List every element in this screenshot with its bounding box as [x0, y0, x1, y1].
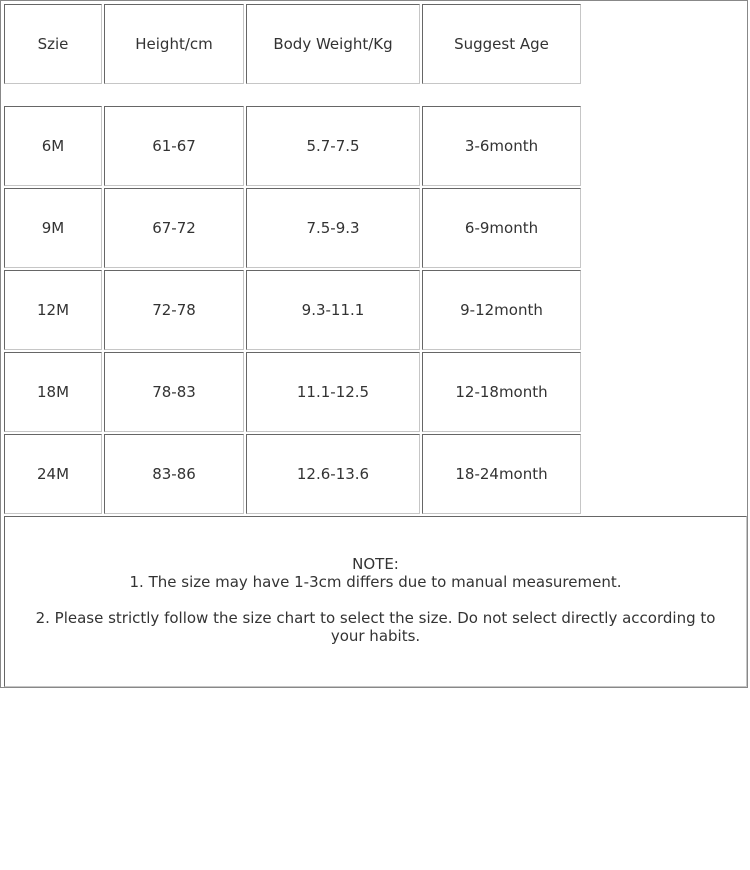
table-cell-weight: 11.1-12.5: [246, 352, 420, 432]
table-cell-weight: 12.6-13.6: [246, 434, 420, 514]
table-cell-size: 24M: [4, 434, 102, 514]
table-cell-height: 78-83: [104, 352, 244, 432]
note-line-2: 2. Please strictly follow the size chart to select the size. Do not select directly according to your habits.: [35, 609, 716, 645]
header-weight: Body Weight/Kg: [246, 4, 420, 84]
size-note: [4, 516, 747, 687]
table-cell-weight: 9.3-11.1: [246, 270, 420, 350]
table-cell-weight: 5.7-7.5: [246, 106, 420, 186]
header-height: Height/cm: [104, 4, 244, 84]
table-cell-age: 3-6month: [422, 106, 581, 186]
table-cell-weight: 7.5-9.3: [246, 188, 420, 268]
table-cell-age: 6-9month: [422, 188, 581, 268]
table-cell-size: 6M: [4, 106, 102, 186]
table-cell-size: 18M: [4, 352, 102, 432]
note-line-1: 1. The size may have 1-3cm differs due to manual measurement.: [129, 573, 622, 591]
table-cell-height: 67-72: [104, 188, 244, 268]
table-cell-height: 61-67: [104, 106, 244, 186]
note-spacer: [21, 591, 730, 609]
table-cell-size: 9M: [4, 188, 102, 268]
table-cell-age: 9-12month: [422, 270, 581, 350]
table-cell-height: 83-86: [104, 434, 244, 514]
header-age: Suggest Age: [422, 4, 581, 84]
table-cell-age: 18-24month: [422, 434, 581, 514]
header-size: Szie: [4, 4, 102, 84]
table-cell-age: 12-18month: [422, 352, 581, 432]
table-cell-size: 12M: [4, 270, 102, 350]
note-heading: NOTE:: [352, 555, 399, 573]
table-cell-height: 72-78: [104, 270, 244, 350]
